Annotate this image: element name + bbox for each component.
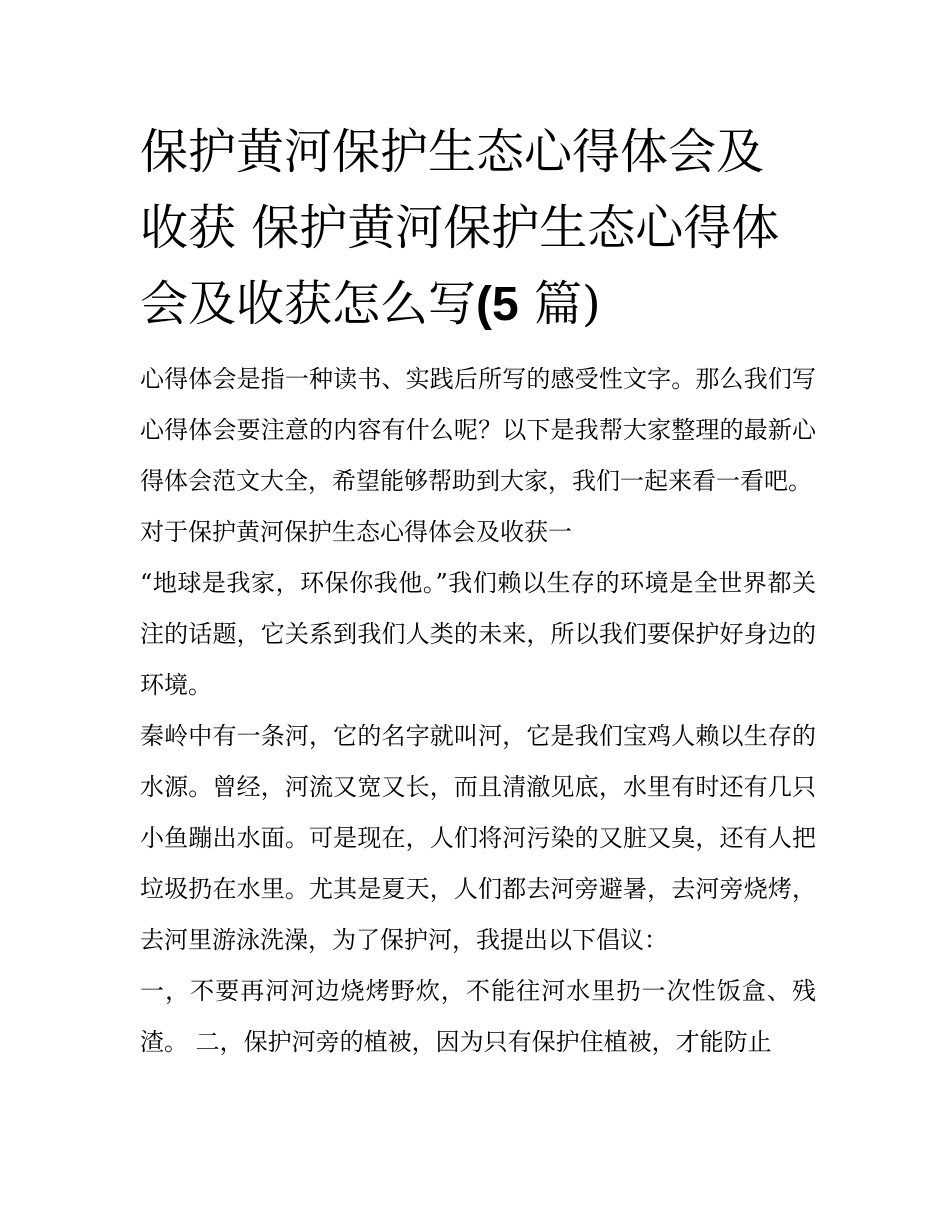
body-paragraph: 一，不要再河河边烧烤野炊，不能往河水里扔一次性饭盒、残渣。 二，保护河旁的植被，因为只有保护住植被，才能防止 [140,977,816,1056]
document-title [140,114,820,343]
title-line-3: 会及收获怎么写 [140,276,477,332]
title-line-1: 保护黄河保护生态心得体会及 [140,124,765,180]
title-line-2: 收获 保护黄河保护生态心得体 [140,200,780,256]
title-article-count: 5 [492,278,519,331]
body-paragraph: 秦岭中有一条河，它的名字就叫河，它是我们宝鸡人赖以生存的水源。曾经，河流又宽又长，而且清澈见底，水里有时还有几只小鱼蹦出水面。可是现在，人们将河污染的又脏又臭，还有人把垃圾扔在水里。尤其是夏天，人们都去河旁避暑，去河旁烧烤，去河里游泳洗澡，为了保护河，我提出以下倡议： [140,722,816,954]
body-paragraph: “地球是我家，环保你我他。”我们赖以生存的环境是全世界都关注的话题，它关系到我们人类的未来，所以我们要保护好身边的环境。 [140,569,816,699]
document-body [140,354,816,1068]
section-heading: 对于保护黄河保护生态心得体会及收获一 [140,518,572,546]
title-suffix: 篇) [518,276,601,332]
title-paren-open: ( [476,278,492,331]
intro-paragraph: 心得体会是指一种读书、实践后所写的感受性文字。那么我们写心得体会要注意的内容有什么呢？以下是我帮大家整理的最新心得体会范文大全，希望能够帮助到大家，我们一起来看一看吧。 [140,365,816,495]
